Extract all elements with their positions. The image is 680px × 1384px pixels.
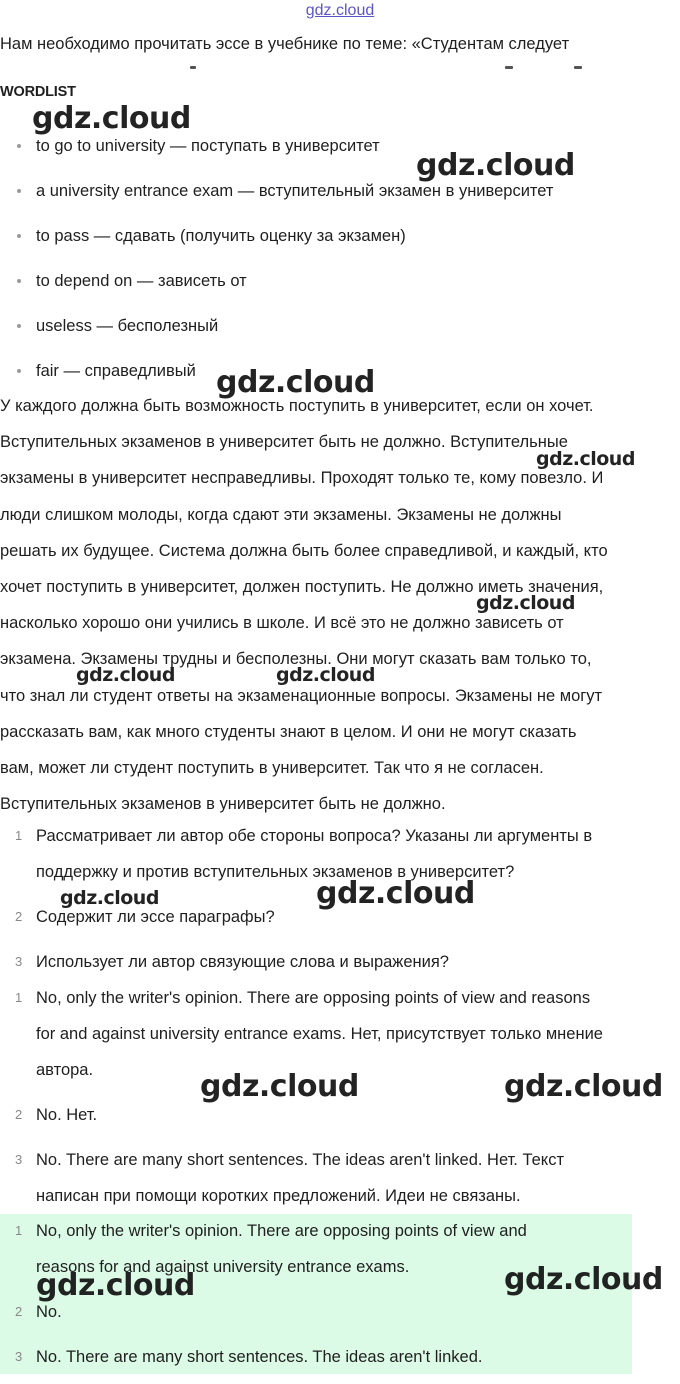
watermark: gdz.cloud [316,876,475,911]
wordlist-title: WORDLIST [0,84,76,100]
item-number: 3 [15,1152,23,1167]
essay-line: экзамена. Экзамены трудны и бесполезны. Они могут сказать вам только то, [0,650,592,669]
essay-line: экзамены в университет несправедливы. Проходят только те, кому повезло. И [0,469,604,488]
item-number: 2 [15,909,23,924]
wordlist-item: to pass — сдавать (получить оценку за экзамен) [0,220,554,265]
item-number: 1 [15,1223,23,1238]
essay-line: хочет поступить в университет, должен поступить. Не должно иметь значения, [0,578,604,597]
essay-line: насколько хорошо они учились в школе. И всё это не должно зависеть от [0,614,564,633]
item-number: 3 [15,954,23,969]
watermark: gdz.cloud [60,887,159,909]
essay-line: что знал ли студент ответы на экзаменационные вопросы. Экзамены не могут [0,686,603,705]
item-number: 1 [15,990,23,1005]
bullet-icon [17,369,21,373]
item-number: 1 [15,828,23,843]
question-item: 2 Содержит ли эссе параграфы? [0,899,680,935]
essay-line: решать их будущее. Система должна быть более справедливой, и каждый, кто [0,541,608,560]
question-item: 3 Использует ли автор связующие слова и выражения? [0,944,680,980]
answer-item: 1 No, only the writer's opinion. There are opposing points of view and reasons for and against university entrance exams. Нет, присутствует только мнение автора. [0,980,680,1088]
watermark: gdz.cloud [416,148,575,183]
item-number: 2 [15,1107,23,1122]
answer-item: 1 No, only the writer's opinion. There are opposing points of view and reasons for and against university entrance exams. [0,1213,680,1285]
answer-item: 3 No. There are many short sentences. The ideas aren't linked. [0,1339,680,1375]
essay-line: люди слишком молоды, когда сдают эти экзамены. Экзамены не должны [0,505,562,524]
essay-line: рассказать вам, как много студенты знают в целом. И они не могут сказать [0,722,577,741]
bullet-icon [17,324,21,328]
essay-line: Вступительных экзаменов в университет быть не должно. [0,795,446,814]
watermark: gdz.cloud [476,592,575,614]
item-number: 3 [15,1349,23,1364]
wordlist-item: useless — бесполезный [0,310,554,355]
clipped-text-line [0,66,680,72]
wordlist-item: fair — справедливый [0,355,554,400]
watermark: gdz.cloud [200,1069,359,1104]
watermark: gdz.cloud [276,664,375,686]
watermark: gdz.cloud [504,1262,663,1297]
watermark: gdz.cloud [536,448,635,470]
watermark: gdz.cloud [36,1268,195,1303]
answer-item: 3 No. There are many short sentences. The ideas aren't linked. Нет. Текст написан при помощи коротких предложений. Идеи не связаны. [0,1142,680,1214]
intro-text: Нам необходимо прочитать эссе в учебнике по теме: «Студентам следует [0,35,570,53]
answer-item: 2 No. [0,1294,680,1330]
answer-item: 2 No. Нет. [0,1097,680,1133]
bullet-icon [17,279,21,283]
bullet-icon [17,234,21,238]
essay-line: У каждого должна быть возможность поступить в университет, если он хочет. [0,397,594,415]
item-number: 2 [15,1304,23,1319]
wordlist-item: to go to university — поступать в университет [0,130,554,175]
wordlist-item: a university entrance exam — вступительный экзамен в университет [0,175,554,220]
essay-line: Вступительных экзаменов в университет быть не должно. Вступительные [0,433,568,452]
watermark: gdz.cloud [76,664,175,686]
essay-line: вам, может ли студент поступить в университет. Так что я не согласен. [0,759,544,778]
watermark: gdz.cloud [504,1069,663,1104]
question-item: 1 Рассматривает ли автор обе стороны вопроса? Указаны ли аргументы в поддержку и против вступительных экзаменов в университет? [0,818,680,890]
site-link[interactable]: gdz.cloud [305,2,375,19]
watermark: gdz.cloud [216,365,375,400]
wordlist-item: to depend on — зависеть от [0,265,554,310]
watermark: gdz.cloud [32,101,191,136]
bullet-icon [17,189,21,193]
bullet-icon [17,144,21,148]
